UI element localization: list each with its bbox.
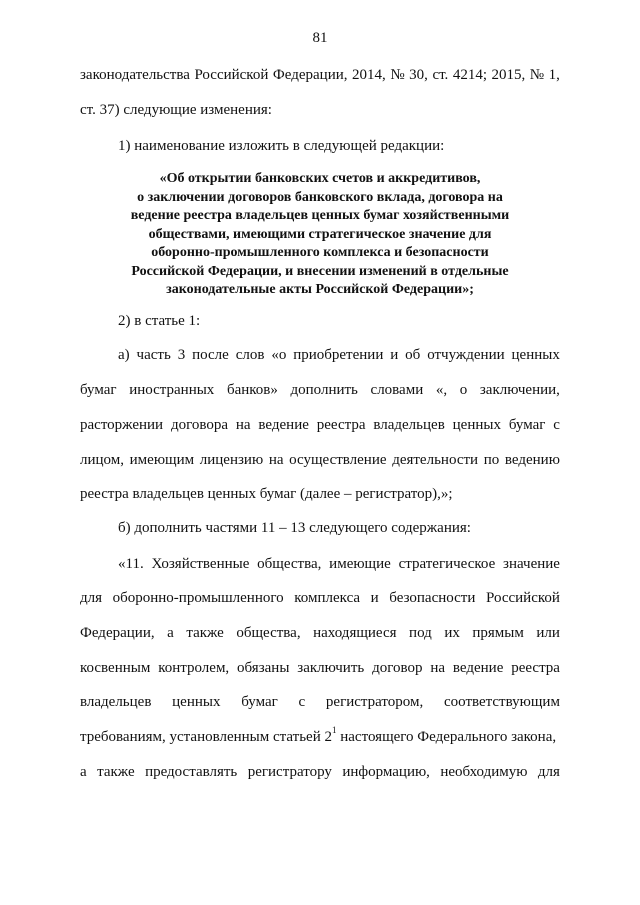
item-2a-line-3: расторжении договора на ведение реестра владельцев ценных бумаг с [80,417,560,433]
intro-line-2: ст. 37) следующие изменения: [80,102,272,118]
new-title-line: о заключении договоров банковского вклада, договора на [137,189,503,205]
part-11-line-6-text-end: настоящего Федерального закона, [336,729,557,745]
new-title-block [80,170,560,300]
new-title-line: ведение реестра владельцев ценных бумаг хозяйственными [130,208,510,223]
page-number: 81 [312,30,328,46]
item-2a-line-4: лицом, имеющим лицензию на осуществление деятельности по ведению [80,452,560,468]
item-1-paragraph: 1) наименование изложить в следующей редакции: [118,138,445,154]
part-11-line-5: владельцев ценных бумаг с регистратором, соответствующим [80,694,560,710]
intro-line-1: законодательства Российской Федерации, 2014, № 30, ст. 4214; 2015, № 1, [80,67,560,83]
item-2a-line-1: а) часть 3 после слов «о приобретении и об отчуждении ценных [118,347,560,363]
new-title-line: Российской Федерации, и внесении изменений в отдельные [131,263,509,279]
part-11-line-7: а также предоставлять регистратору информацию, необходимую для [80,764,560,780]
new-title-line: оборонно-промышленного комплекса и безопасности [151,245,489,260]
new-title-line: «Об открытии банковских счетов и аккредитивов, [159,171,481,186]
superscript-1: 1 [332,725,337,735]
item-2-paragraph: 2) в статье 1: [118,313,201,329]
part-11-line-2: для оборонно-промышленного комплекса и безопасности Российской [80,590,560,606]
item-2a-line-2: бумаг иностранных банков» дополнить словами «, о заключении, [80,382,560,398]
item-2b-paragraph: б) дополнить частями 11 – 13 следующего содержания: [118,520,471,536]
part-11-line-3: Федерации, а также общества, находящиеся под их прямым или [80,625,560,641]
part-11-line-6 [80,725,560,746]
part-11-line-4: косвенным контролем, обязаны заключить договор на ведение реестра [80,660,560,676]
item-2a-line-5: реестра владельцев ценных бумаг (далее – регистратор),»; [80,486,453,502]
part-11-line-6-text: требованиям, установленным статьей 2 [80,729,332,745]
part-11-line-1: «11. Хозяйственные общества, имеющие стратегическое значение [118,556,560,572]
new-title-line: обществами, имеющими стратегическое значение для [148,226,492,242]
new-title-line: законодательные акты Российской Федерации»; [166,282,474,297]
